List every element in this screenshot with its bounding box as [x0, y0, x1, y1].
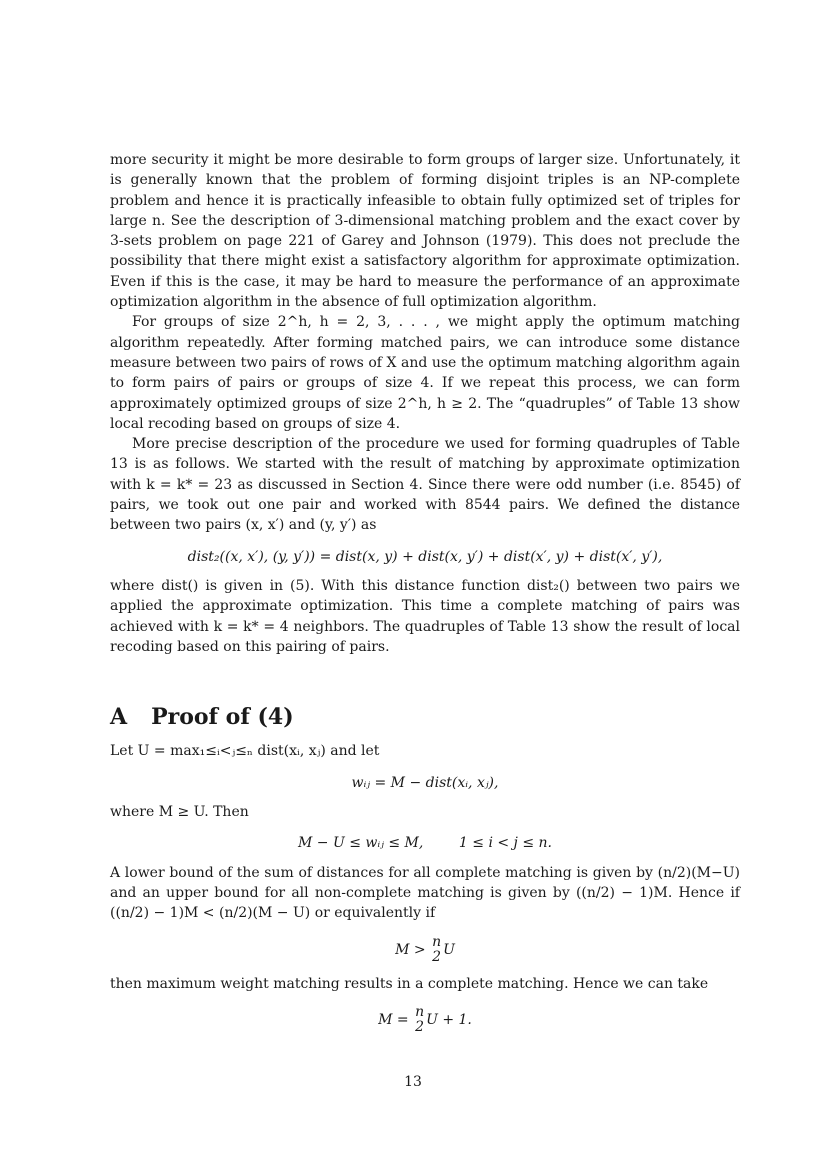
- section-number: A: [110, 704, 128, 731]
- fraction-denominator: 2: [432, 948, 442, 965]
- take-right: U + 1.: [426, 1011, 472, 1028]
- paper-page: [110, 150, 740, 1044]
- equation-dist2: dist₂((x, x′), (y, y′)) = dist(x, y) + dist(x, y′) + dist(x′, y) + dist(x′, y′),: [187, 548, 663, 565]
- ineq-left: M >: [395, 941, 426, 958]
- paragraph-dist2-result: where dist() is given in (5). With this distance function dist₂() between two pairs we applied the approximate optimization. This time a complete matching of pairs was achieved with k = k* = 4 neighbors. The quadruples of Table 13 show the result of local recoding based on this pairing of pairs.: [110, 577, 740, 655]
- paragraph-quadruples-procedure: More precise description of the procedure we used for forming quadruples of Table 13 is as follows. We started with the result of matching by approximate optimization with k = k* = 23 as discussed in Section 4. Since there were odd number (i.e. 8545) of pairs, we took out one pair and worked with 8544 pairs. We defined the distance between two pairs (x, x′) and (y, y′) as: [110, 436, 740, 534]
- proof-let-line: Let U = max₁≤ᵢ<ⱼ≤ₙ dist(xᵢ, xⱼ) and let: [110, 743, 380, 760]
- equation-inequality: [110, 935, 740, 965]
- paragraph-groups-larger-size: more security it might be more desirable to form groups of larger size. Unfortunately, it is generally known that the problem of forming disjoint triples is an NP-complete problem and hence it is practically infeasible to obtain fully optimized set of triples for large n. See the description of 3-dimensional matching problem and the exact cover by 3-sets problem on page 221 of Garey and Johnson (1979). This does not preclude the possibility that there might exist a satisfactory algorithm for approximate optimization. Even if this is the case, it may be hard to measure the performance of an approximate optimization algorithm in the absence of full optimization algorithm.: [110, 152, 740, 311]
- fraction-n-over-2: [431, 935, 442, 965]
- proof-then-line: then maximum weight matching results in a complete matching. Hence we can take: [110, 975, 709, 992]
- take-left: M =: [378, 1011, 409, 1028]
- section-title: Proof of (4): [151, 704, 294, 731]
- fraction-numerator-take: n: [415, 1003, 425, 1020]
- fraction-numerator: n: [432, 933, 442, 950]
- page-number: 13: [404, 1074, 422, 1090]
- section-heading: [110, 704, 740, 731]
- equation-bounds: M − U ≤ wᵢⱼ ≤ M, 1 ≤ i < j ≤ n.: [298, 835, 552, 852]
- proof-where-line: where M ≥ U. Then: [110, 804, 249, 821]
- fraction-denominator-take: 2: [415, 1018, 425, 1035]
- ineq-right: U: [443, 941, 455, 958]
- proof-bound-paragraph: A lower bound of the sum of distances for all complete matching is given by (n/2)(M−U) and an upper bound for all non-complete matching is given by ((n/2) − 1)M. Hence if ((n/2) − 1)M < (n/2)(M − U) or equivalently if: [110, 864, 740, 922]
- equation-take-m: [110, 1005, 740, 1035]
- paragraph-groups-power-of-two: For groups of size 2^h, h = 2, 3, . . . , we might apply the optimum matching algorithm repeatedly. After forming matched pairs, we can introduce some distance measure between two pairs of rows of X and use the optimum matching algorithm again to form pairs of pairs or groups of size 4. If we repeat this process, we can form approximately optimized groups of size 2^h, h ≥ 2. The “quadruples” of Table 13 show local recoding based on groups of size 4.: [110, 314, 740, 432]
- equation-weight: wᵢⱼ = M − dist(xᵢ, xⱼ),: [351, 774, 499, 791]
- fraction-n-over-2-take: [414, 1005, 425, 1035]
